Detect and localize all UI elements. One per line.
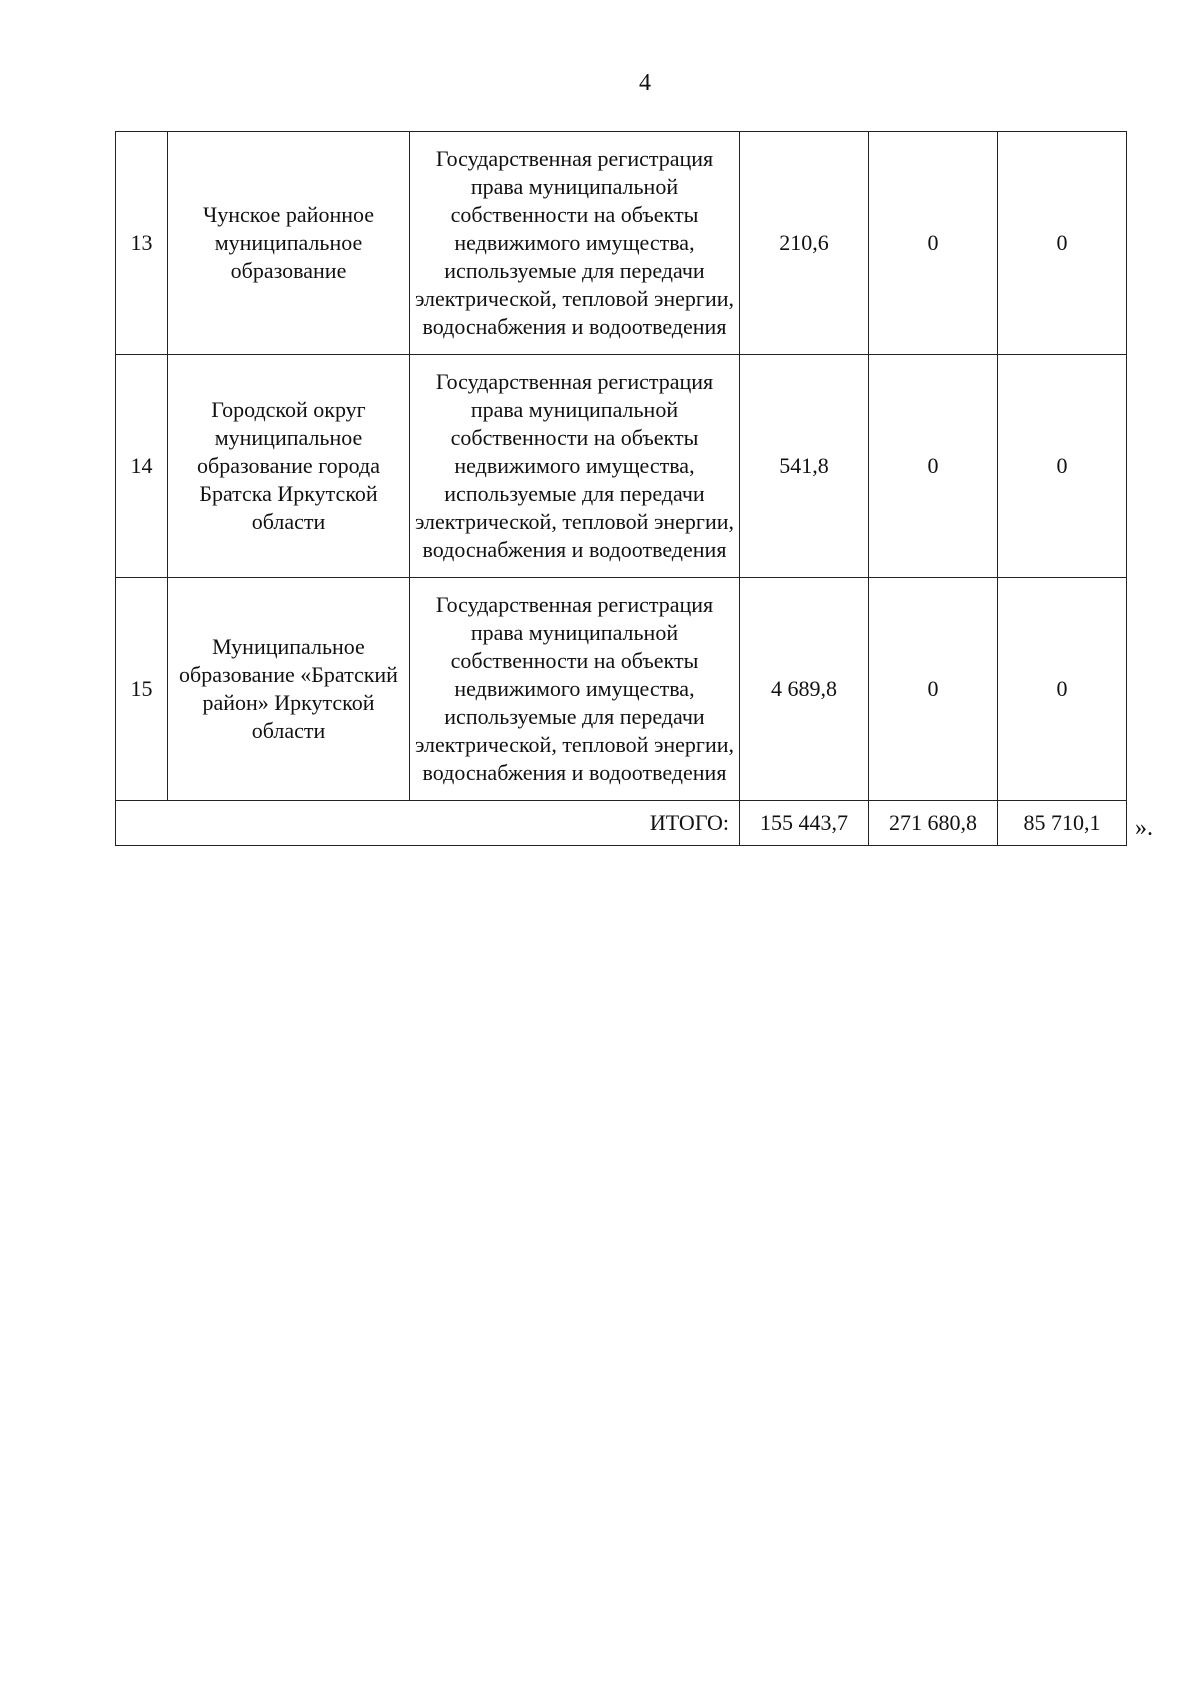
value-cell-1: 541,8	[740, 355, 869, 578]
municipality-cell: Городской округ муниципальное образование города Братска Иркутской области	[168, 355, 410, 578]
closing-quote-mark: ».	[1135, 815, 1153, 841]
table-row	[116, 355, 1127, 578]
total-value-2: 271 680,8	[869, 801, 998, 846]
value-cell-1: 210,6	[740, 132, 869, 355]
table-row	[116, 132, 1127, 355]
value-cell-2: 0	[869, 578, 998, 801]
value-cell-1: 4 689,8	[740, 578, 869, 801]
total-label: ИТОГО:	[116, 801, 740, 846]
row-number: 14	[116, 355, 168, 578]
value-cell-2: 0	[869, 132, 998, 355]
purpose-cell: Государственная регистрация права муниципальной собственности на объекты недвижимого имущества, используемые для передачи электрической, тепловой энергии, водоснабжения и водоотведения	[410, 578, 740, 801]
value-cell-3: 0	[998, 355, 1127, 578]
total-row	[116, 801, 1127, 846]
purpose-cell: Государственная регистрация права муниципальной собственности на объекты недвижимого имущества, используемые для передачи электрической, тепловой энергии, водоснабжения и водоотведения	[410, 132, 740, 355]
table-row	[116, 578, 1127, 801]
row-number: 13	[116, 132, 168, 355]
value-cell-3: 0	[998, 132, 1127, 355]
total-value-3: 85 710,1	[998, 801, 1127, 846]
value-cell-2: 0	[869, 355, 998, 578]
municipality-cell: Муниципальное образование «Братский район» Иркутской области	[168, 578, 410, 801]
row-number: 15	[116, 578, 168, 801]
page-number: 4	[639, 70, 651, 96]
municipality-cell: Чунское районное муниципальное образование	[168, 132, 410, 355]
total-value-1: 155 443,7	[740, 801, 869, 846]
purpose-cell: Государственная регистрация права муниципальной собственности на объекты недвижимого имущества, используемые для передачи электрической, тепловой энергии, водоснабжения и водоотведения	[410, 355, 740, 578]
value-cell-3: 0	[998, 578, 1127, 801]
allocation-table	[115, 131, 1127, 846]
